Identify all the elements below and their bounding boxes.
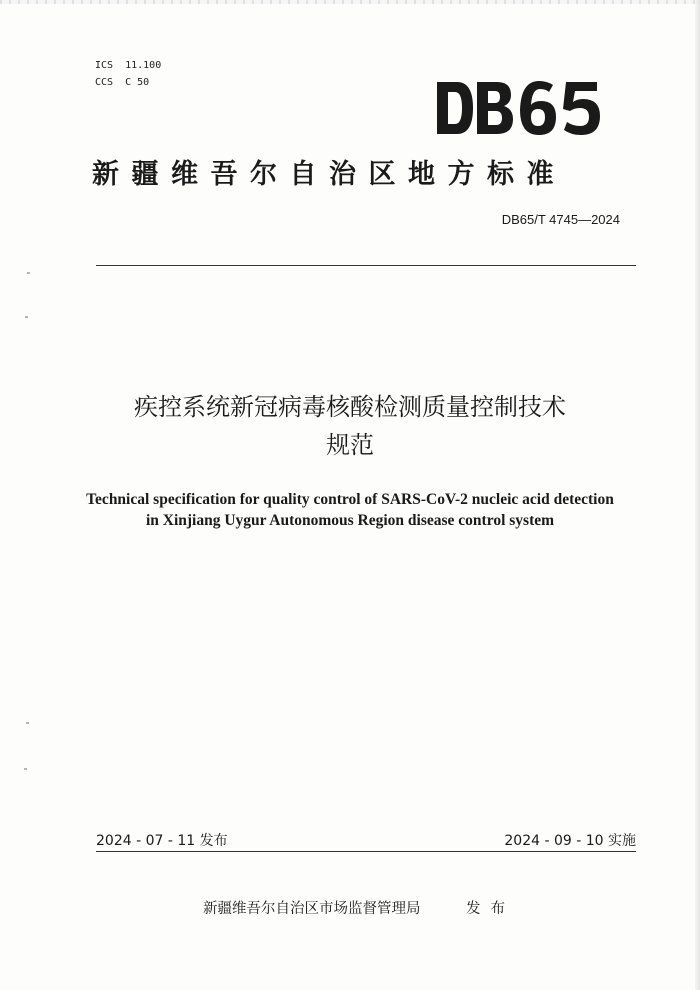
scan-speck (25, 316, 28, 318)
issue-label: 发布 (466, 901, 515, 917)
divider-top (96, 265, 636, 266)
date-row (96, 830, 636, 850)
scan-speck (27, 272, 30, 274)
chinese-title-line2: 规范 (326, 431, 374, 459)
standard-number: DB65/T 4745—2024 (501, 212, 620, 227)
divider-bottom (96, 851, 636, 852)
issuing-organization: 新疆维吾尔自治区市场监督管理局 (203, 901, 421, 917)
chinese-title (60, 388, 640, 464)
english-title-line1: Technical specification for quality control of SARS-CoV-2 nucleic acid detection (86, 491, 614, 508)
issuing-authority-heading: 新疆维吾尔自治区地方标准 (92, 159, 566, 190)
classification-codes (95, 57, 161, 91)
scan-edge-right (695, 0, 700, 990)
scan-edge-top (0, 0, 700, 4)
ics-code: ICS 11.100 (95, 60, 162, 71)
english-title-line2: in Xinjiang Uygur Autonomous Region disease control system (145, 512, 555, 529)
scan-speck (24, 768, 27, 770)
issue-date: 2024 - 07 - 11 发布 (96, 833, 228, 849)
ccs-code: CCS C 50 (95, 77, 150, 88)
implementation-date: 2024 - 09 - 10 实施 (504, 833, 636, 849)
db65-logo (435, 80, 605, 136)
chinese-title-line1: 疾控系统新冠病毒核酸检测质量控制技术 (134, 393, 566, 421)
english-title (60, 489, 640, 531)
scan-speck (26, 722, 29, 724)
